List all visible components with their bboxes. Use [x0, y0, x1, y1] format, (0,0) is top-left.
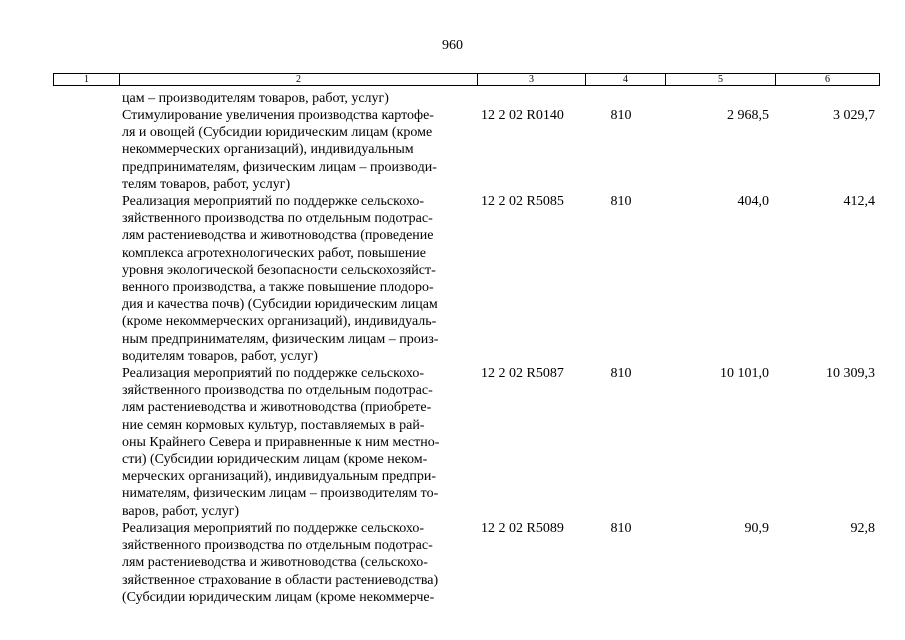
row-value-6: 412,4: [843, 194, 875, 209]
text-line: мерческих организаций), индивидуальным предпри-: [122, 469, 437, 485]
text-line: лям растениеводства и животноводства (сельскохо-: [122, 555, 428, 571]
text-line: уровня экологической безопасности сельскохозяйст-: [122, 262, 436, 278]
text-line: венного производства, а также повышение плодоро-: [122, 280, 434, 296]
table-row-description: [122, 193, 472, 365]
table-row-description: [122, 107, 472, 193]
row-value-6: 92,8: [850, 521, 875, 536]
row-code: 12 2 02 R5087: [481, 366, 564, 381]
text-line: нимателям, физическим лицам – производителям то-: [122, 486, 439, 502]
text-line: предпринимателям, физическим лицам – производи-: [122, 159, 437, 175]
row-code: 12 2 02 R5085: [481, 194, 564, 209]
text-line: Стимулирование увеличения производства картофе-: [122, 108, 434, 123]
row-value-6: 3 029,7: [833, 108, 875, 123]
header-col-5: 5: [665, 74, 775, 85]
header-col-2: 2: [119, 74, 477, 85]
table-row-description: [122, 520, 472, 606]
row-value-5: 404,0: [737, 194, 769, 209]
text-line: варов, работ, услуг): [122, 503, 240, 519]
header-col-3: 3: [477, 74, 585, 85]
text-line: комплекса агротехнологических работ, повышение: [122, 245, 426, 261]
text-line: сти) (Субсидии юридическим лицам (кроме неком-: [122, 452, 428, 468]
text-line: Реализация мероприятий по поддержке сельскохо-: [122, 194, 425, 209]
text-line: водителям товаров, работ, услуг): [122, 348, 318, 364]
text-line: Реализация мероприятий по поддержке сельскохо-: [122, 366, 425, 381]
text-line: ля и овощей (Субсидии юридическим лицам (кроме: [122, 125, 433, 141]
page-number: 960: [442, 38, 463, 53]
text-line: зяйственного производства по отдельным подотрас-: [122, 211, 433, 227]
row-value-6: 10 309,3: [826, 366, 875, 381]
row-group: 810: [610, 521, 632, 536]
text-line: ным предпринимателям, физическим лицам – произ-: [122, 331, 439, 347]
text-line: лям растениеводства и животноводства (приобрете-: [122, 400, 432, 416]
text-line: зяйственного производства по отдельным подотрас-: [122, 538, 433, 554]
row-value-5: 2 968,5: [727, 108, 769, 123]
row-group: 810: [610, 194, 632, 209]
text-line: (Субсидии юридическим лицам (кроме некоммерче-: [122, 589, 435, 605]
header-col-4: 4: [585, 74, 665, 85]
row-group: 810: [610, 108, 632, 123]
header-col-6: 6: [775, 74, 879, 85]
row-code: 12 2 02 R0140: [481, 108, 564, 123]
text-line: ние семян кормовых культур, поставляемых в рай-: [122, 417, 425, 433]
row-value-5: 10 101,0: [720, 366, 769, 381]
text-line: дия и качества почв) (Субсидии юридическим лицам: [122, 297, 438, 313]
text-line: (кроме некоммерческих организаций), индивидуаль-: [122, 314, 437, 330]
header-col-1: 1: [84, 74, 89, 85]
row-group: 810: [610, 366, 632, 381]
text-line: некоммерческих организаций), индивидуальным: [122, 142, 414, 158]
text-line: цам – производителям товаров, работ, услуг): [122, 91, 389, 106]
table-header: [53, 73, 880, 86]
table-row-description: [122, 365, 472, 520]
text-line: лям растениеводства и животноводства (проведение: [122, 228, 434, 244]
text-line: оны Крайнего Севера и приравненные к ним местно-: [122, 434, 440, 450]
row-code: 12 2 02 R5089: [481, 521, 564, 536]
text-line: зяйственного производства по отдельным подотрас-: [122, 383, 433, 399]
text-line: зяйственное страхование в области растениеводства): [122, 572, 439, 588]
row-value-5: 90,9: [744, 521, 769, 536]
text-line: телям товаров, работ, услуг): [122, 176, 291, 192]
continued-text: [122, 90, 472, 107]
text-line: Реализация мероприятий по поддержке сельскохо-: [122, 521, 425, 536]
